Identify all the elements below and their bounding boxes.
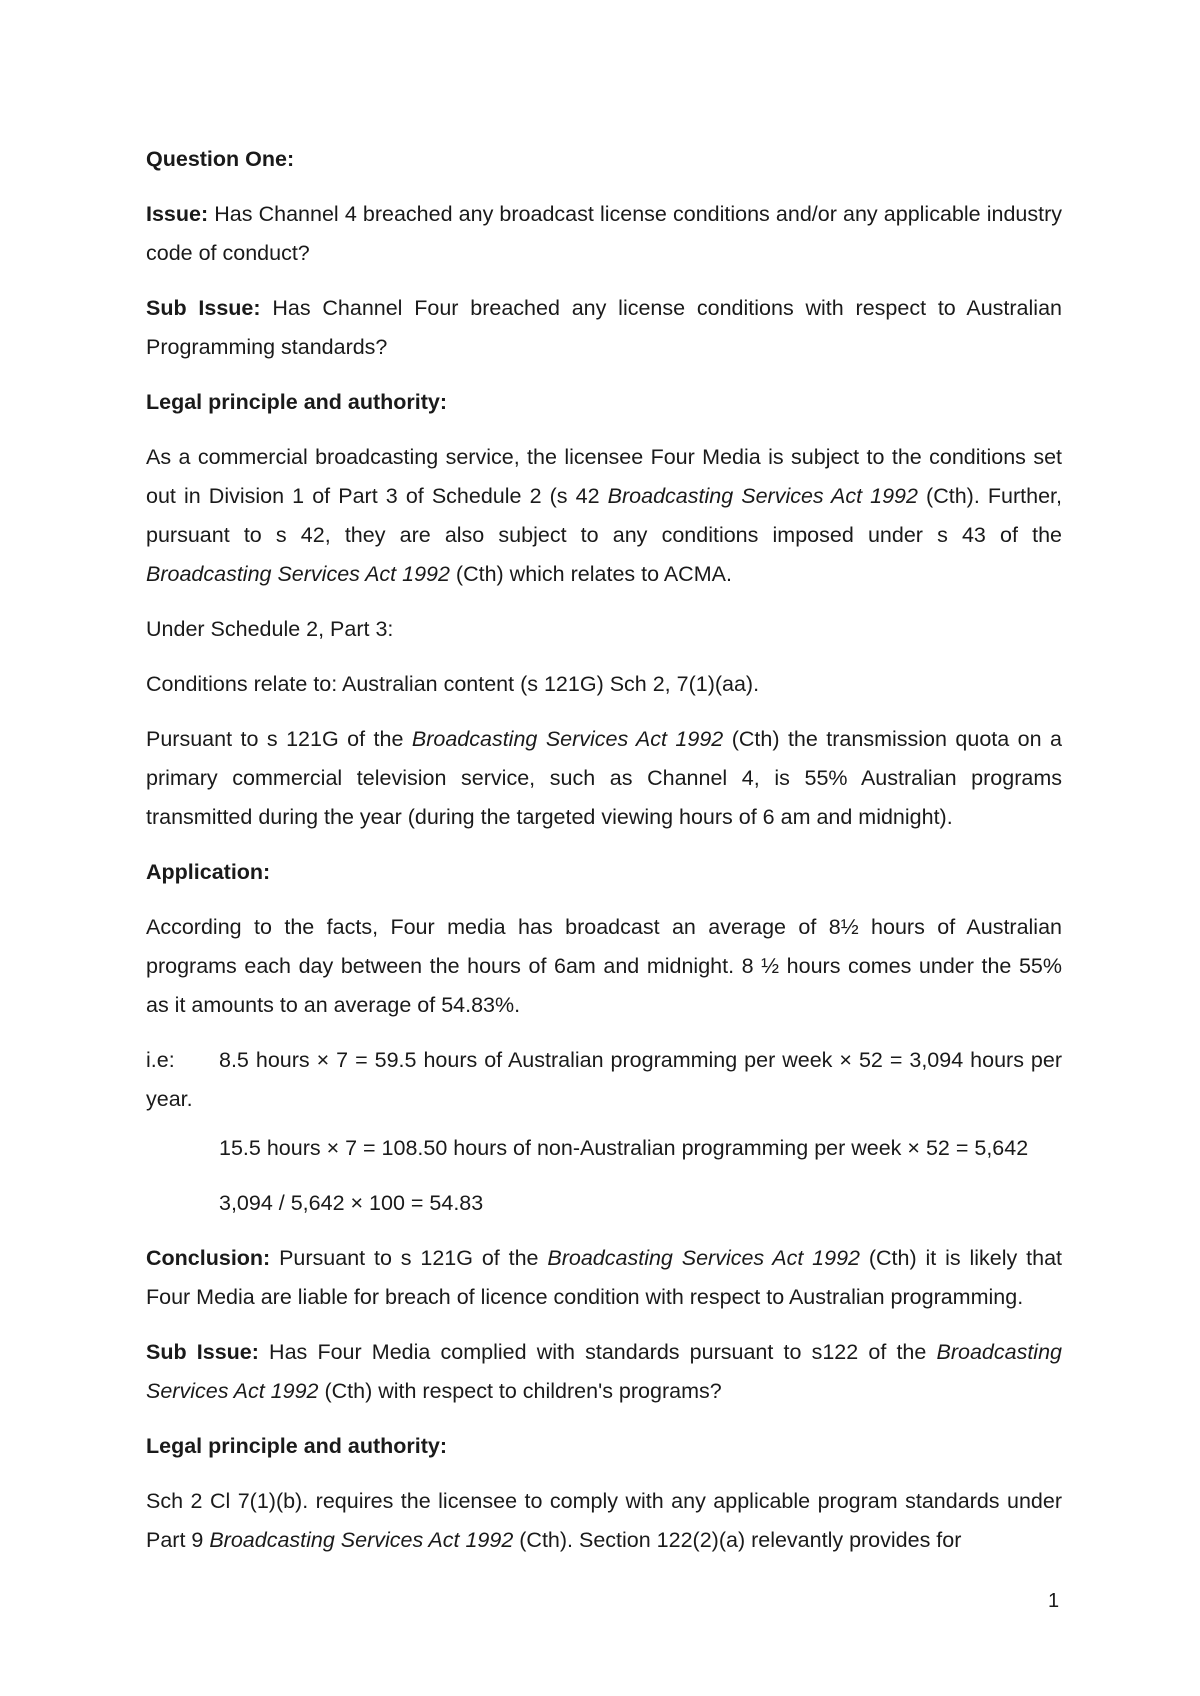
commercial-text-a: As a commercial broadcasting service, the licensee Four Media is subject to the conditions set out in Division 1 of Part 3 of Schedule 2 (s 42 xyxy=(146,445,1062,508)
ie-label: i.e: xyxy=(146,1048,175,1072)
sch2-text-a: Sch 2 Cl 7(1)(b). requires the licensee to comply with any applicable program standards under Part 9 xyxy=(146,1489,1062,1552)
application-heading: Application: xyxy=(146,860,271,884)
calculation-line-2: 15.5 hours × 7 = 108.50 hours of non-Australian programming per week × 52 = 5,642 xyxy=(219,1136,1029,1160)
commercial-text-b: (Cth). Further, pursuant to s 42, they are also subject to any conditions imposed under s 43 of the xyxy=(146,484,1062,547)
legal-principle-heading-1: Legal principle and authority: xyxy=(146,390,448,414)
conclusion-text-b: (Cth) it is likely that Four Media are liable for breach of licence condition with respect to Australian programming. xyxy=(146,1246,1062,1309)
question-title: Question One: xyxy=(146,147,295,171)
act-title: Broadcasting Services Act 1992 xyxy=(607,484,918,508)
act-title: Broadcasting Services Act 1992 xyxy=(411,727,724,751)
facts-paragraph: According to the facts, Four media has broadcast an average of 8½ hours of Australian programs each day between the hours of 6am and midnight. 8 ½ hours comes under the 55% as it amounts to an average of 54.83%. xyxy=(146,915,1062,1017)
act-title: Broadcasting Services Act 1992 xyxy=(146,1340,1062,1403)
conditions-line: Conditions relate to: Australian content (s 121G) Sch 2, 7(1)(aa). xyxy=(146,672,760,696)
conclusion-paragraph xyxy=(146,1239,1062,1317)
page-number: 1 xyxy=(1048,1590,1060,1612)
sub-issue-2-text-a: Has Four Media complied with standards pursuant to s122 of the xyxy=(258,1340,937,1364)
sch2-text-b: (Cth). Section 122(2)(a) relevantly provides for xyxy=(513,1528,962,1552)
quota-text-b: (Cth) the transmission quota on a primary commercial television service, such as Channel 4, is 55% Australian programs transmitted during the year (during the targeted viewing hours of 6 am and midnight). xyxy=(146,727,1062,829)
commercial-text-c: (Cth) which relates to ACMA. xyxy=(449,562,732,586)
document-page xyxy=(146,140,1062,1576)
sub-issue-2-text-b: (Cth) with respect to children's programs? xyxy=(318,1379,722,1403)
sub-issue-label-1: Sub Issue: xyxy=(146,296,261,320)
sub-issue-paragraph-1 xyxy=(146,289,1062,367)
act-title: Broadcasting Services Act 1992 xyxy=(146,562,450,586)
calculation-line-1 xyxy=(146,1041,1062,1119)
quota-paragraph xyxy=(146,720,1062,837)
conclusion-text-a: Pursuant to s 121G of the xyxy=(270,1246,548,1270)
commercial-service-paragraph xyxy=(146,438,1062,594)
sub-issue-label-2: Sub Issue: xyxy=(146,1340,259,1364)
issue-text: Has Channel 4 breached any broadcast license conditions and/or any applicable industry code of conduct? xyxy=(146,202,1062,265)
quota-text-a: Pursuant to s 121G of the xyxy=(146,727,412,751)
legal-principle-heading-2: Legal principle and authority: xyxy=(146,1434,448,1458)
act-title: Broadcasting Services Act 1992 xyxy=(547,1246,860,1270)
calculation-line-3: 3,094 / 5,642 × 100 = 54.83 xyxy=(219,1191,484,1215)
schedule-line: Under Schedule 2, Part 3: xyxy=(146,617,394,641)
sub-issue-text-1: Has Channel Four breached any license conditions with respect to Australian Programming standards? xyxy=(146,296,1062,359)
act-title: Broadcasting Services Act 1992 xyxy=(209,1528,514,1552)
calc-line-1-text: 8.5 hours × 7 = 59.5 hours of Australian programming per week × 52 = 3,094 hours per year. xyxy=(146,1048,1062,1111)
sub-issue-paragraph-2 xyxy=(146,1333,1062,1411)
conclusion-label: Conclusion: xyxy=(146,1246,271,1270)
issue-paragraph xyxy=(146,195,1062,273)
issue-label: Issue: xyxy=(146,202,209,226)
schedule-2-paragraph xyxy=(146,1482,1062,1560)
